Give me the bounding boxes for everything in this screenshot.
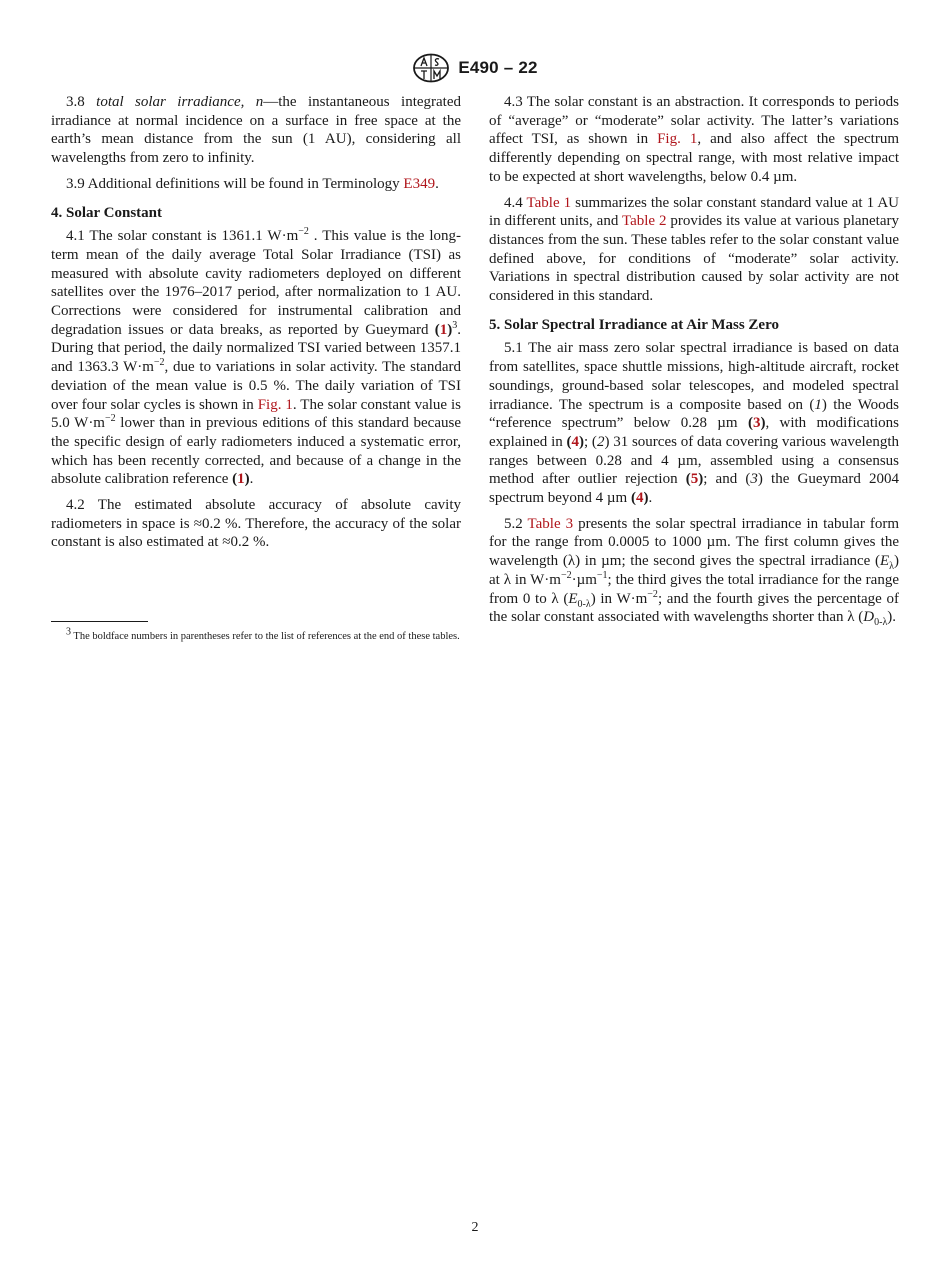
list-number: 3: [750, 471, 758, 488]
ref-paren: (1): [232, 471, 250, 488]
footnote-marker: 3: [452, 319, 458, 331]
text-run: ) 31 sources of data covering various wavelength ranges between 0.28 and 4 µm, assembled using a consensus method after outlier rejection: [489, 433, 899, 488]
astm-logo-icon: [412, 53, 450, 83]
text-run: ) in W·m: [590, 590, 648, 607]
reference-link-1[interactable]: 1: [237, 471, 245, 488]
superscript: −2: [298, 226, 309, 238]
text-run: . The solar constant value is 5.0 W·m: [51, 396, 462, 432]
text-run: lower than in previous editions of this standard because the specific design of early radiometers induced a systematic error, which has been recently corrected, and because of a change in the absolute calibration reference: [51, 415, 461, 488]
text-run: ·µm: [571, 571, 597, 588]
table1-link[interactable]: Table 1: [526, 194, 572, 211]
footnote-divider: [51, 621, 148, 622]
right-column: [489, 93, 899, 634]
table2-link[interactable]: Table 2: [621, 213, 667, 230]
text-run: , with modifications explained in: [489, 415, 899, 450]
ref-paren: (1): [434, 321, 453, 338]
paragraph-4-3: [489, 93, 899, 187]
paragraph-5-2: [489, 515, 899, 627]
text-run: 3.9 Additional definitions will be found in Terminology: [66, 175, 404, 192]
paragraph-3-8: [51, 93, 461, 168]
superscript: −2: [560, 569, 572, 581]
list-number: 2: [596, 433, 605, 450]
text-run: . This value is the long-term mean of the daily average Total Solar Irradiance (TSI) as measured with absolute cavity radiometers deployed on different satellites over the 1976–2017 period, after normalization to 1 AU. Corrections were considered for instrumental calibration and degradation issues or data breaks, as reported by Gueymard: [51, 228, 462, 338]
ref-paren: (3): [747, 415, 766, 432]
text-run: 4.1 The solar constant is 1361.1 W·m: [66, 228, 299, 245]
text-run: .: [648, 490, 653, 507]
text-run: summarizes the solar constant standard value at 1 AU in different units, and: [489, 194, 900, 230]
footnote-text: The boldface numbers in parentheses refer to the list of references at the end of these tables.: [71, 631, 460, 642]
text-run: , due to variations in solar activity. The standard deviation of the mean value is 0.5 %. The daily variation of TSI over four solar cycles is shown in: [51, 359, 461, 413]
list-number: 1: [814, 396, 822, 413]
ref-paren: (4): [630, 490, 649, 507]
subscript: 0-λ: [874, 617, 888, 629]
text-run: 5.1 The air mass zero solar spectral irradiance is based on data from satellites, space shuttle missions, high-altitude aircraft, rocket soundings, ground-based solar telescopes, and modeled spectral irradiance. The spectrum is a composite based on (: [489, 340, 899, 413]
superscript: −2: [153, 357, 165, 369]
text-run: ; and the fourth gives the percentage of the solar constant associated with wavelengths shorter than λ (: [489, 590, 899, 626]
page-number: 2: [471, 1220, 479, 1235]
symbol: E: [879, 553, 890, 570]
table3-link[interactable]: Table 3: [527, 515, 574, 532]
symbol: D: [863, 609, 875, 626]
text-run: ; and (: [703, 471, 751, 488]
text-run: 4.3 The solar constant is an abstraction. It corresponds to periods of “average” or “moderate” solar activity. The latter’s variations affect TSI, as shown in: [489, 94, 899, 148]
paragraph-4-2: 4.2 The estimated absolute accuracy of absolute cavity radiometers in space is ≈0.2 %. Therefore, the accuracy of the solar constant is also estimated at ≈0.2 %.: [51, 497, 461, 551]
text-run: ) at λ in W·m: [489, 553, 899, 588]
reference-link-4[interactable]: 4: [571, 433, 579, 450]
defined-term: total solar irradiance, n: [96, 94, 264, 110]
section-number: 3.8: [66, 94, 85, 110]
reference-link-4[interactable]: 4: [635, 490, 644, 507]
paragraph-5-1: [489, 339, 899, 507]
superscript: −1: [596, 569, 608, 581]
e349-link[interactable]: E349: [403, 175, 436, 192]
text-run: .: [249, 471, 254, 488]
text-run: ; (: [584, 433, 597, 450]
reference-link-5[interactable]: 5: [690, 471, 699, 488]
paragraph-4-4: [489, 194, 899, 306]
symbol: E: [568, 590, 578, 607]
paragraph-3-9: [51, 175, 461, 194]
section-heading-4: 4. Solar Constant: [51, 204, 162, 221]
left-column: [51, 93, 461, 559]
text-run: ).: [887, 609, 897, 626]
text-run: , and also affect the spectrum differently depending on spectral range, with most relative impact to be expected at short wavelengths, below 0.4 µm.: [489, 131, 899, 185]
text-run: .: [435, 175, 439, 192]
text-run: ) the Woods “reference spectrum” below 0.28 µm: [489, 396, 899, 432]
fig1-link[interactable]: Fig. 1: [257, 396, 293, 413]
footnote-3: [51, 626, 461, 644]
superscript: −2: [104, 413, 116, 425]
superscript: −2: [647, 588, 658, 600]
text-run: presents the solar spectral irradiance in tabular form for the range from 0.0005 to 1000 µm. The first column gives the wavelength (λ) in µm; the second gives the spectral irradiance (: [489, 515, 899, 570]
section-heading-5: 5. Solar Spectral Irradiance at Air Mass Zero: [489, 316, 779, 333]
fig1-link[interactable]: Fig. 1: [657, 131, 698, 148]
subscript: 0-λ: [577, 598, 591, 610]
text-run: ) the Gueymard 2004 spectrum beyond 4 µm: [489, 471, 899, 507]
text-run: 5.2: [504, 515, 528, 532]
reference-link-1[interactable]: 1: [439, 321, 448, 338]
text-run: 4.4: [504, 194, 527, 211]
definition-text: —the instantaneous integrated irradiance at normal incidence on a surface in free space at the earth’s mean distance from the sun (1 AU), considering all wavelengths from zero to infinity.: [51, 94, 462, 167]
standard-designation: E490 – 22: [458, 58, 538, 77]
ref-paren: (4): [566, 433, 584, 450]
paragraph-4-1: [51, 227, 461, 489]
text-run: . During that period, the daily normalized TSI varied between 1357.1 and 1363.3 W·m: [51, 321, 461, 376]
text-run: provides its value at various planetary distances from the sun. These tables refer to the solar constant value defined above, for conditions of “moderate” solar activity. Variations in spectral distribution caused by solar activity are not considered in this standard.: [489, 213, 900, 305]
page-header: [0, 52, 950, 84]
subscript: λ: [889, 561, 894, 573]
ref-paren: (5): [685, 471, 704, 488]
reference-link-3[interactable]: 3: [752, 415, 761, 432]
footnote-number: 3: [66, 626, 71, 638]
text-run: ; the third gives the total irradiance for the range from 0 to λ (: [489, 571, 899, 607]
